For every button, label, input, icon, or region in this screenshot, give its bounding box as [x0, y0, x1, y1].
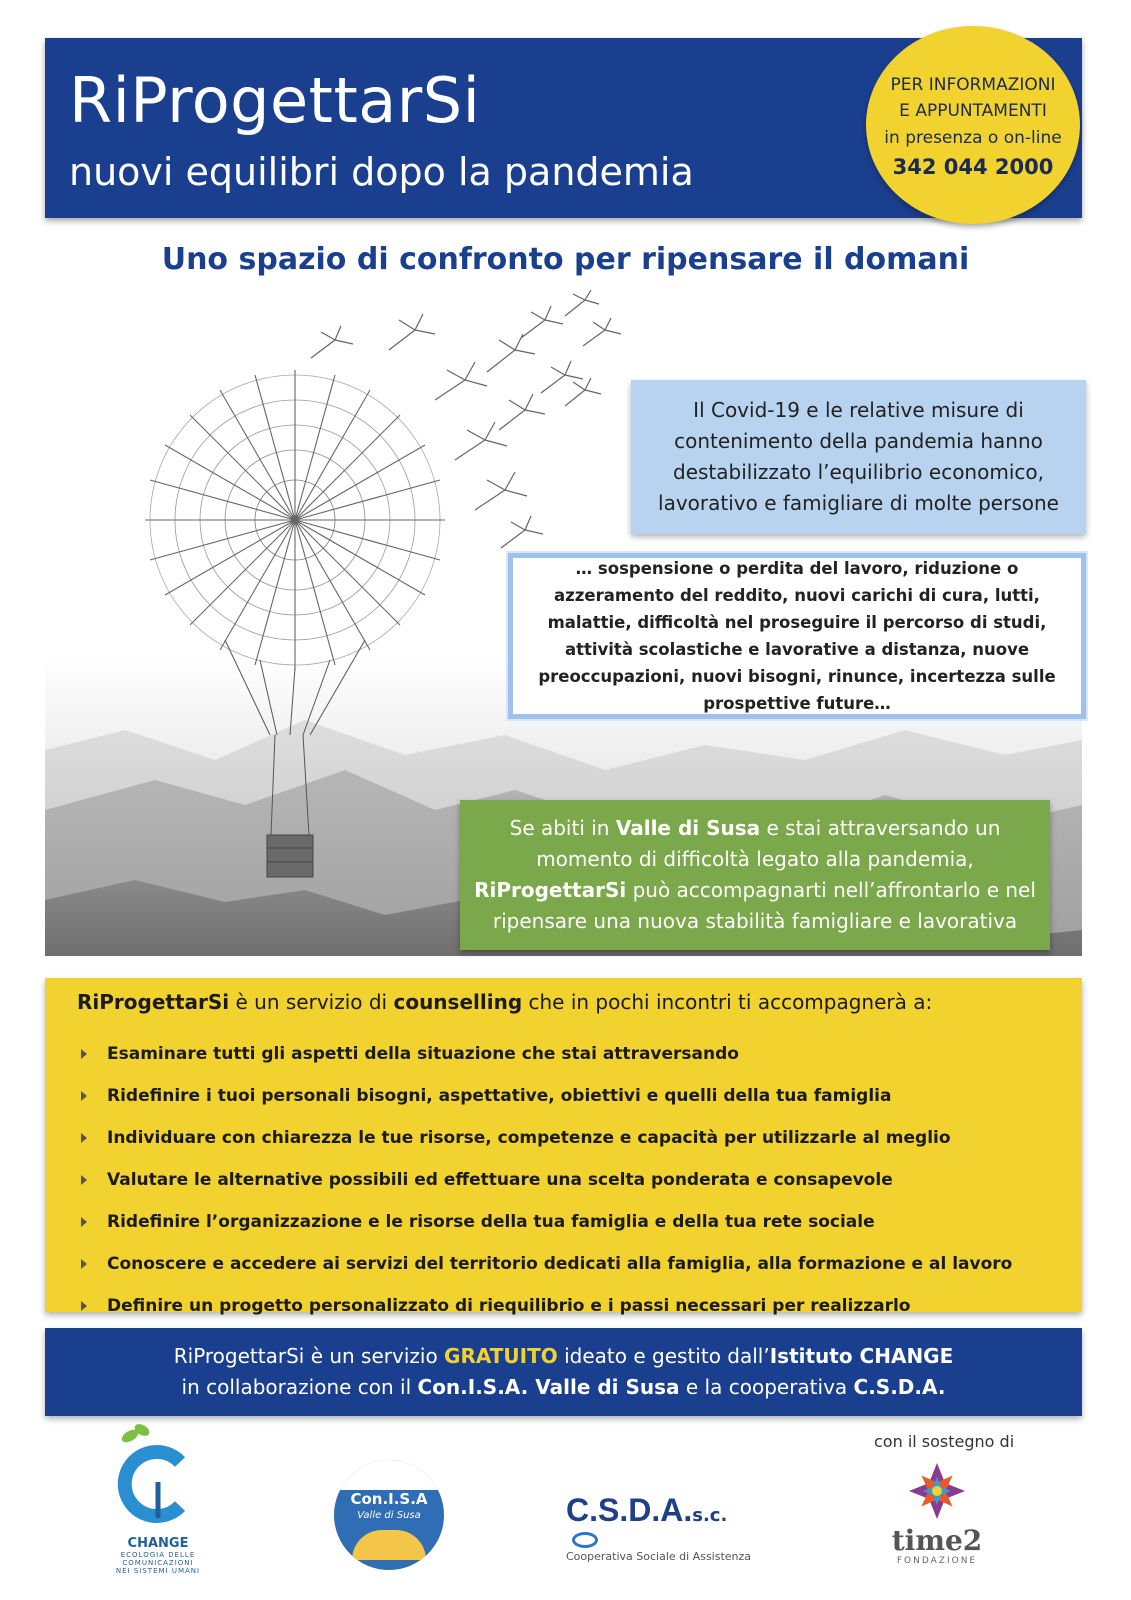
csda-logo-name: C.S.D.A. [566, 1492, 693, 1528]
list-item [77, 1117, 1067, 1159]
eye-icon [572, 1532, 598, 1548]
change-logo-line-1: ECOLOGIA DELLE [120, 1551, 196, 1559]
service-intro-bold-2: counselling [393, 990, 523, 1014]
list-item [77, 1243, 1067, 1285]
footer-line-2 [182, 1372, 946, 1403]
time2-logo-name: time2 [891, 1524, 983, 1557]
list-item-text: Ridefinire i tuoi personali bisogni, aspettative, obiettivi e quelli della tua famiglia [107, 1086, 892, 1106]
csda-logo-suffix: s.c. [692, 1505, 728, 1526]
triangle-bullet-icon [81, 1133, 87, 1143]
green-text-2: e stai attraversando un momento di difficoltà legato alla pandemia, [536, 816, 1001, 871]
green-text-3: può accompagnarti nell’affrontarlo e nel ripensare una nuova stabilità famigliare e lavorativa [492, 878, 1036, 933]
list-item-text: Esaminare tutti gli aspetti della situazione che stai attraversando [107, 1044, 739, 1064]
info-line-2: E APPUNTAMENTI [899, 101, 1047, 121]
footer-text-3: in collaborazione con il [181, 1375, 418, 1399]
support-text: con il sostegno di [874, 1432, 1015, 1451]
change-logo-line-2: COMUNICAZIONI [122, 1559, 194, 1567]
green-bold-valle: Valle di Susa [615, 816, 761, 840]
tagline: Uno spazio di confronto per ripensare il domani [161, 242, 970, 277]
covid-intro-box: Il Covid-19 e le relative misure di contenimento della pandemia hanno destabilizzato l’equilibrio economico, lavorativo e famigliare di molte persone [631, 380, 1086, 534]
footer-line-1 [174, 1341, 954, 1372]
page-subtitle: nuovi equilibri dopo la pandemia [69, 150, 694, 194]
triangle-bullet-icon [81, 1301, 87, 1311]
list-item-text: Individuare con chiarezza le tue risorse, competenze e capacità per utilizzarle al meglio [107, 1128, 951, 1148]
change-logo-icon [108, 1422, 208, 1532]
list-item-text: Valutare le alternative possibili ed effettuare una scelta ponderata e consapevole [107, 1170, 893, 1190]
info-badge [866, 26, 1080, 224]
csda-logo [566, 1492, 756, 1563]
change-logo-name: CHANGE [127, 1536, 189, 1551]
footer-csda: C.S.D.A. [853, 1375, 946, 1399]
consisa-mountain-shape [334, 1460, 444, 1490]
info-line-1: PER INFORMAZIONI [890, 75, 1056, 95]
triangle-bullet-icon [81, 1259, 87, 1269]
service-intro-text-1: è un servizio di [229, 990, 394, 1014]
list-item [77, 1159, 1067, 1201]
footer-text-4: e la cooperativa [679, 1375, 854, 1399]
service-section [45, 978, 1082, 1316]
footer-gratuito: GRATUITO [444, 1344, 558, 1368]
change-logo-line-3: NEI SISTEMI UMANI [115, 1567, 201, 1575]
footer-consisa: Con.I.S.A. Valle di Susa [417, 1375, 680, 1399]
list-item [77, 1033, 1067, 1075]
list-item [77, 1285, 1067, 1327]
valle-di-susa-box [460, 800, 1050, 950]
triangle-bullet-icon [81, 1175, 87, 1185]
green-bold-riprogettarsi: RiProgettarSi [474, 878, 627, 902]
footer-change: Istituto CHANGE [769, 1344, 954, 1368]
triangle-bullet-icon [81, 1049, 87, 1059]
people-icon [352, 1530, 426, 1560]
service-intro-bold-1: RiProgettarSi [77, 990, 230, 1014]
consisa-logo-name: Con.I.S.A [350, 1490, 428, 1508]
mandala-icon [882, 1460, 992, 1522]
footer-text-2: ideato e gestito dall’ [557, 1344, 770, 1368]
list-item-text: Definire un progetto personalizzato di riequilibrio e i passi necessari per realizzarlo [107, 1296, 911, 1316]
change-logo [108, 1422, 208, 1582]
service-list [77, 1033, 1067, 1327]
info-phone[interactable]: 342 044 2000 [892, 155, 1054, 179]
time2-logo-sub: FONDAZIONE [896, 1556, 978, 1566]
consisa-logo [334, 1460, 444, 1570]
csda-logo-sub: Cooperativa Sociale di Assistenza [566, 1550, 752, 1563]
list-item-text: Conoscere e accedere ai servizi del territorio dedicati alla famiglia, alla formazione e al lavoro [107, 1254, 1013, 1274]
list-item [77, 1075, 1067, 1117]
footer-band [45, 1328, 1082, 1416]
service-intro [77, 990, 932, 1014]
triangle-bullet-icon [81, 1091, 87, 1101]
page-title: RiProgettarSi [69, 64, 481, 137]
info-line-3: in presenza o on-line [884, 128, 1062, 148]
time2-logo [882, 1460, 992, 1570]
green-text-1: Se abiti in [509, 816, 616, 840]
service-intro-text-2: che in pochi incontri ti accompagnerà a: [522, 990, 933, 1014]
footer-text-1: RiProgettarSi è un servizio [173, 1344, 445, 1368]
list-item [77, 1201, 1067, 1243]
consisa-logo-sub: Valle di Susa [357, 1510, 421, 1521]
list-item-text: Ridefinire l’organizzazione e le risorse della tua famiglia e della tua rete sociale [107, 1212, 875, 1232]
difficulties-box: … sospensione o perdita del lavoro, riduzione o azzeramento del reddito, nuovi carichi di cura, lutti, malattie, difficoltà nel proseguire il percorso di studi, attività scolastiche e lavorative a distanza, nuove preoccupazioni, nuovi bisogni, rinunce, incertezza sulle prospettive future… [508, 553, 1086, 719]
triangle-bullet-icon [81, 1217, 87, 1227]
